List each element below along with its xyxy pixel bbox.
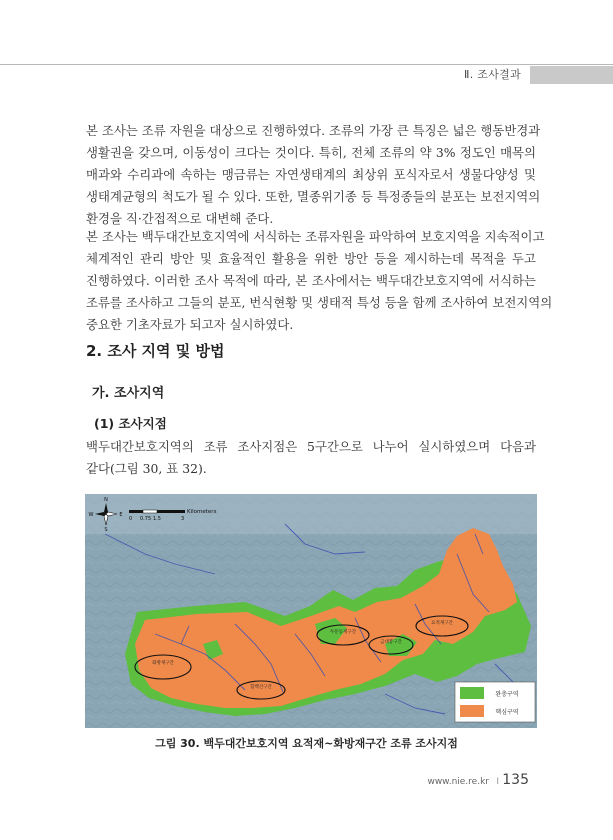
text-line: 진행하였다. 이러한 조사 목적에 따라, 본 조사에서는 백두대간보호지역에 서식하는 xyxy=(86,273,536,288)
point-label: 화방재구간 xyxy=(152,661,174,666)
point-label: 금대봉구간 xyxy=(380,640,402,645)
subsubsection-heading: (1) 조사지점 xyxy=(94,416,167,431)
svg-text:E: E xyxy=(119,512,123,518)
section-heading: 2. 조사 지역 및 방법 xyxy=(86,342,225,360)
paragraph-purpose xyxy=(86,226,553,336)
text-line: 매과와 수리과에 속하는 맹금류는 자연생태계의 최상위 포식자로서 생물다양성 및 xyxy=(86,167,536,182)
paragraph-survey-points xyxy=(86,436,536,480)
text-line: 본 조사는 백두대간보호지역에 서식하는 조류자원을 파악하여 보호지역을 지속적이고 xyxy=(86,229,545,244)
paragraph-intro xyxy=(86,120,541,230)
svg-text:0: 0 xyxy=(129,516,133,522)
footer-separator: I xyxy=(496,777,499,787)
subsection-heading: 가. 조사지역 xyxy=(92,386,165,401)
point-label: 함백산구간 xyxy=(250,685,272,690)
svg-text:0.75: 0.75 xyxy=(140,516,152,522)
text-line: 백두대간보호지역의 조류 조사지점은 5구간으로 나누어 실시하였으며 다음과 xyxy=(86,439,536,454)
text-line: 중요한 기초자료가 되고자 실시하였다. xyxy=(86,317,294,332)
map-top-band xyxy=(85,494,537,534)
header-rule xyxy=(0,64,613,65)
text-line: 체계적인 관리 방안 및 효율적인 활용을 위한 방안 등을 제시하는데 목적을 두고 xyxy=(86,251,536,266)
text-line: 환경을 직·간접적으로 대변해 준다. xyxy=(86,211,274,226)
svg-text:W: W xyxy=(88,512,94,518)
text-line: 생태계균형의 척도가 될 수 있다. 또한, 멸종위기종 등 특정종들의 분포는 보전지역의 xyxy=(86,189,541,204)
survey-map xyxy=(85,494,537,728)
text-line: 본 조사는 조류 자원을 대상으로 진행하였다. 조류의 가장 큰 특징은 넓은 행동반경과 xyxy=(86,123,541,138)
point-label: 두문동재구간 xyxy=(329,630,357,635)
svg-text:3: 3 xyxy=(181,516,185,522)
page-number: 135 xyxy=(502,772,529,788)
header-tab xyxy=(530,66,613,84)
figure-caption: 그림 30. 백두대간보호지역 요적재~화방재구간 조류 조사지점 xyxy=(155,737,458,750)
text-line: 조류를 조사하고 그들의 분포, 번식현황 및 생태적 특성 등을 함께 조사하여 보전지역의 xyxy=(86,295,553,310)
legend-swatch-core xyxy=(460,705,484,717)
point-label: 요적재구간 xyxy=(431,621,453,626)
text-line: 같다(그림 30, 표 32). xyxy=(86,461,207,476)
map-legend xyxy=(455,682,535,722)
running-header: Ⅱ. 조사결과 xyxy=(463,68,521,81)
footer-url: www.nie.re.kr xyxy=(427,777,489,787)
svg-text:1.5: 1.5 xyxy=(153,516,161,522)
svg-text:N: N xyxy=(104,497,108,503)
legend-swatch-buffer xyxy=(460,687,484,699)
legend-label-core: 핵심구역 xyxy=(495,709,519,716)
svg-text:S: S xyxy=(104,527,108,533)
survey-map-figure xyxy=(85,494,537,728)
svg-text:Kilometers: Kilometers xyxy=(187,509,217,515)
legend-label-buffer: 완충구역 xyxy=(495,691,519,698)
text-line: 생활권을 갖으며, 이동성이 크다는 것이다. 특히, 전체 조류의 약 3% 정도인 매목의 xyxy=(86,145,536,160)
